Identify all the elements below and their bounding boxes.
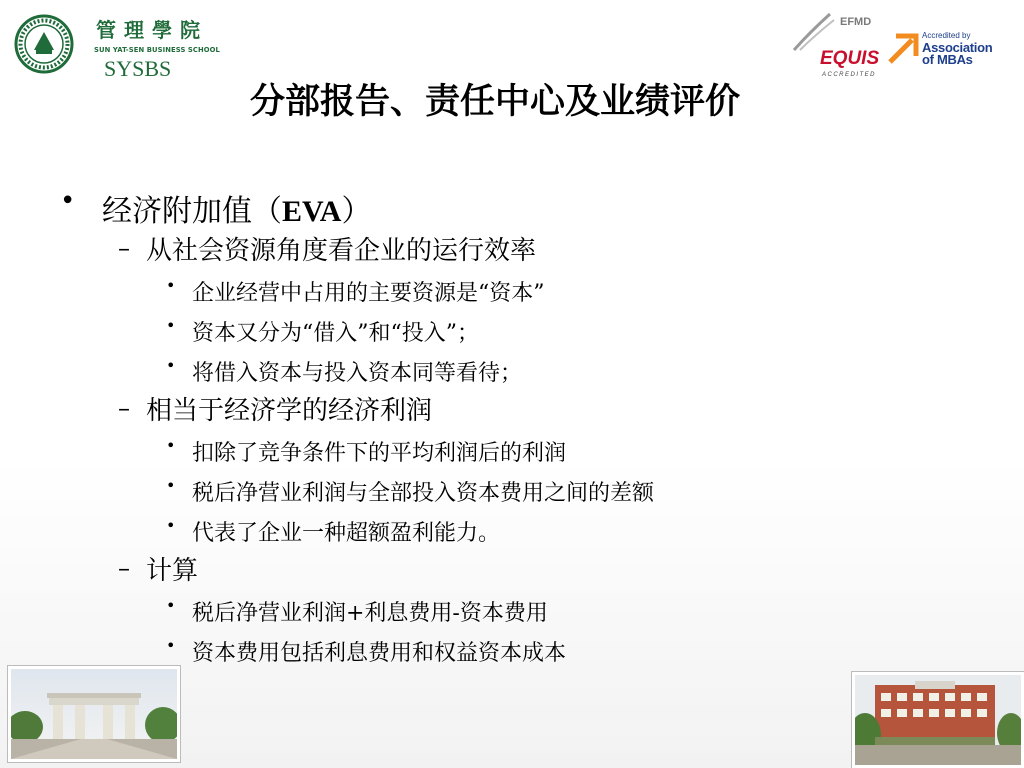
list-item xyxy=(60,590,960,630)
campus-gate-image xyxy=(11,669,177,759)
slide-title: 分部报告、责任中心及业绩评价 xyxy=(249,82,740,122)
amba-logo-text xyxy=(922,30,992,66)
bullet-icon: • xyxy=(166,476,176,495)
list-item xyxy=(60,310,960,350)
list-item-text: 资本费用包括利息费用和权益资本成本 xyxy=(192,641,567,666)
bullet-icon: • xyxy=(166,516,176,535)
university-seal-icon xyxy=(14,14,74,74)
topic-text xyxy=(102,186,371,230)
list-item xyxy=(60,350,960,390)
list-item-text: 税后净营业利润与全部投入资本费用之间的差额 xyxy=(192,481,655,506)
list-item-text: 扣除了竞争条件下的平均利润后的利润 xyxy=(192,441,567,466)
list-item xyxy=(60,510,960,550)
bullet-icon: • xyxy=(166,276,176,295)
school-abbreviation: SYSBS xyxy=(104,56,172,81)
building-image xyxy=(855,675,1021,765)
list-item xyxy=(60,430,960,470)
list-item-text: 企业经营中占用的主要资源是“资本” xyxy=(192,281,545,306)
amba-line-2: Association xyxy=(922,40,993,55)
list-item-text: 代表了企业一种超额盈利能力。 xyxy=(192,521,501,546)
equis-label: EQUIS xyxy=(820,48,880,69)
section-heading-text: 相当于经济学的经济利润 xyxy=(146,396,433,426)
section-heading xyxy=(60,230,960,270)
amba-line-1: Accredited by xyxy=(922,31,971,40)
building-photo xyxy=(852,672,1024,768)
list-item xyxy=(60,630,960,670)
amba-arrow-icon xyxy=(886,30,922,66)
campus-gate-photo xyxy=(8,666,180,762)
school-logo xyxy=(10,8,220,81)
bullet-icon: • xyxy=(166,356,176,375)
bullet-list xyxy=(60,186,960,670)
dash-icon: – xyxy=(118,234,130,262)
accreditation-logos xyxy=(790,12,1000,82)
list-item xyxy=(60,270,960,310)
section-heading-text: 从社会资源角度看企业的运行效率 xyxy=(146,236,537,266)
amba-line-3: of MBAs xyxy=(922,52,973,67)
section-heading xyxy=(60,390,960,430)
list-item-text: 资本又分为“借入”和“投入”； xyxy=(192,321,479,346)
list-item xyxy=(60,470,960,510)
school-name-chinese: 管理學院 xyxy=(96,18,208,42)
section-heading-text: 计算 xyxy=(146,556,199,586)
equis-accredited-label: ACCREDITED xyxy=(822,72,877,78)
list-item-text: 税后净营业利润+利息费用-资本费用 xyxy=(192,601,548,626)
dash-icon: – xyxy=(118,394,130,422)
bullet-icon: • xyxy=(166,436,176,455)
school-name-english: SUN YAT-SEN BUSINESS SCHOOL xyxy=(94,46,220,54)
list-item-text: 将借入资本与投入资本同等看待； xyxy=(192,361,523,386)
bullet-icon: • xyxy=(166,596,176,615)
bullet-icon: • xyxy=(166,316,176,335)
topic-suffix: ） xyxy=(341,194,372,229)
topic-prefix: 经济附加值（ xyxy=(102,194,282,229)
efmd-label: EFMD xyxy=(840,16,872,28)
bullet-icon: • xyxy=(166,636,176,655)
bullet-icon: • xyxy=(60,186,76,216)
section-heading xyxy=(60,550,960,590)
topic-abbr: EVA xyxy=(282,195,342,228)
topic-item xyxy=(60,186,960,230)
dash-icon: – xyxy=(118,554,130,582)
